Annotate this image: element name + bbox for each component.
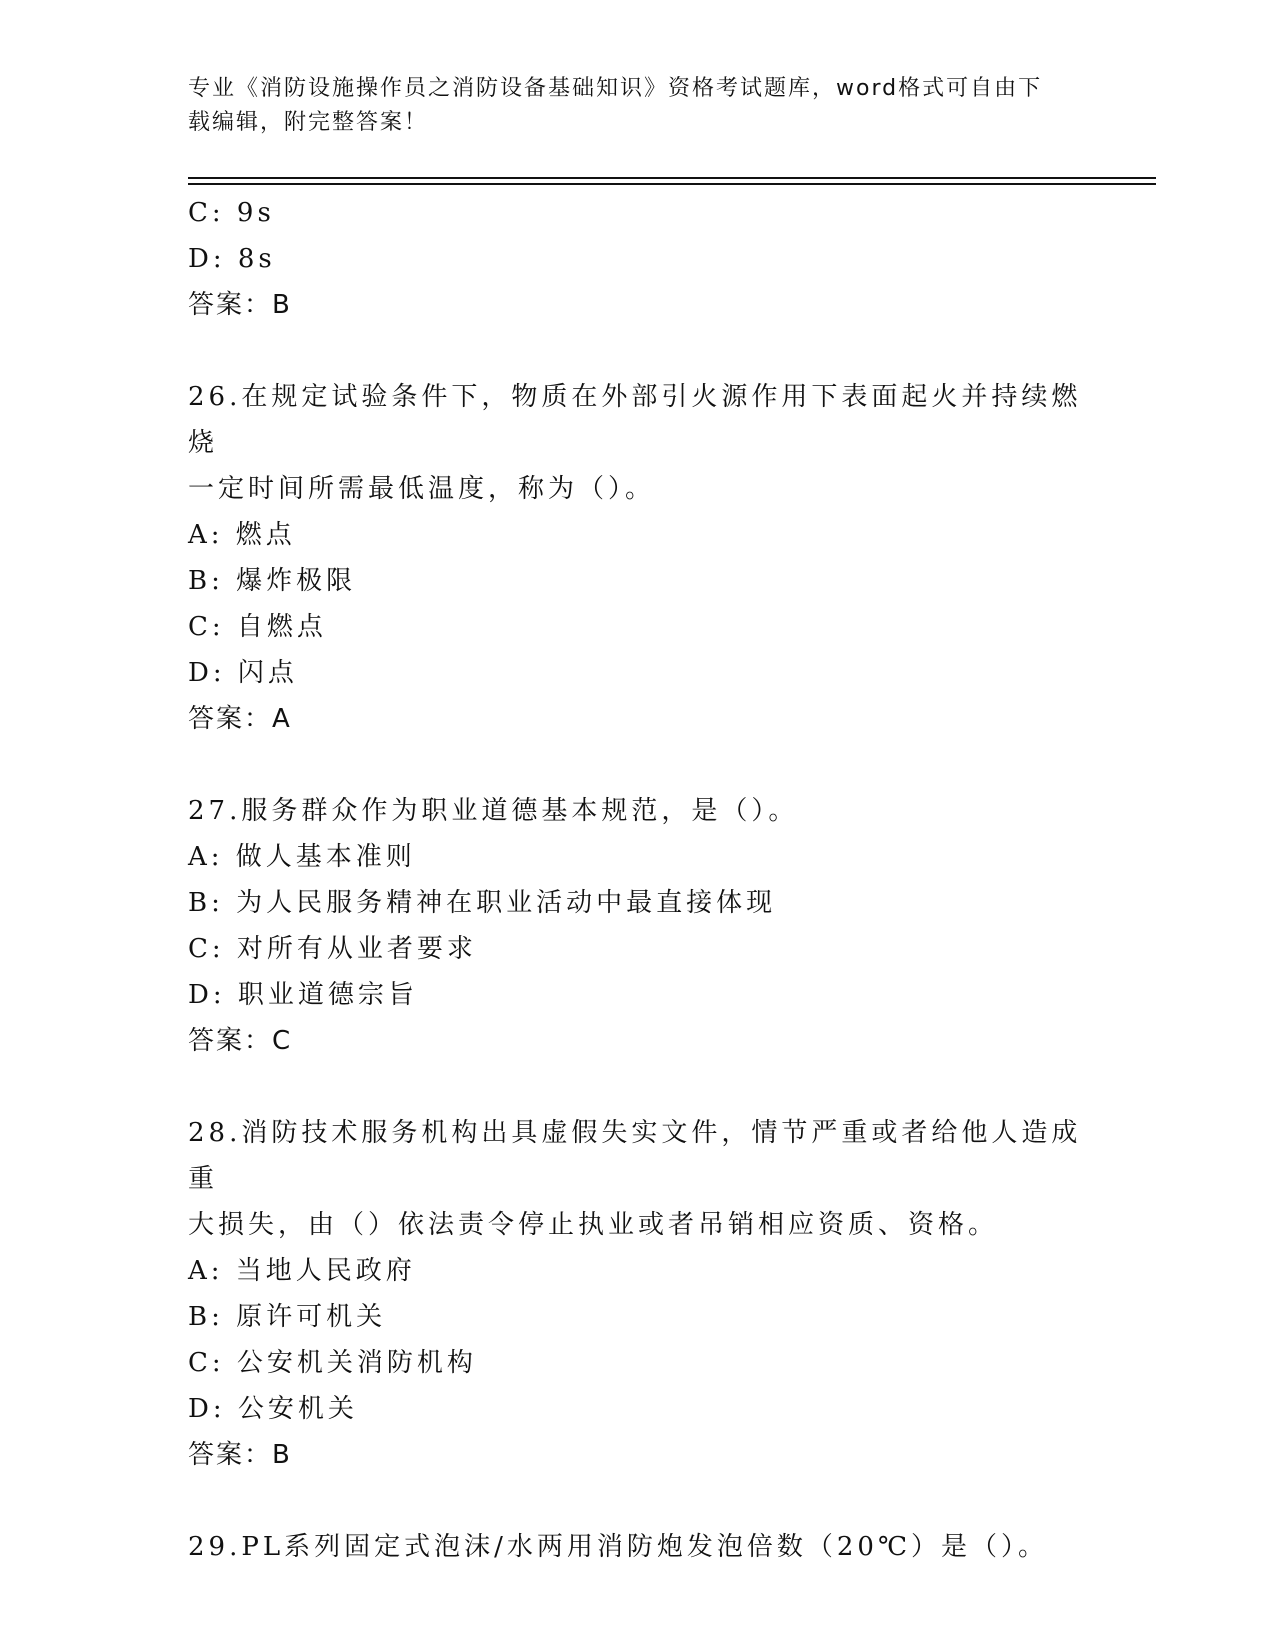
question-text-line: 29.PL系列固定式泡沫/水两用消防炮发泡倍数（20℃）是（）。	[188, 1532, 1049, 1562]
question-text-line: 27.服务群众作为职业道德基本规范，是（）。	[188, 796, 799, 826]
option-a: A: 燃点	[188, 520, 296, 550]
option-c: C: 9s	[188, 198, 275, 228]
option-d: D: 职业道德宗旨	[188, 980, 418, 1010]
header-line-2: 载编辑，附完整答案！	[188, 110, 429, 135]
question-text-line: 26.在规定试验条件下，物质在外部引火源作用下表面起火并持续燃烧	[188, 382, 1082, 458]
option-c: C: 自燃点	[188, 612, 327, 642]
answer: 答案：B	[188, 290, 292, 320]
question-text-line: 28.消防技术服务机构出具虚假失实文件，情节严重或者给他人造成重	[188, 1118, 1082, 1194]
answer: 答案：C	[188, 1026, 293, 1056]
document-header	[188, 72, 1068, 140]
question-text-line: 大损失，由（）依法责令停止执业或者吊销相应资质、资格。	[188, 1210, 999, 1240]
option-b: B: 原许可机关	[188, 1302, 387, 1332]
option-b: B: 爆炸极限	[188, 566, 357, 596]
header-divider-bottom	[188, 183, 1156, 185]
header-divider-top	[188, 177, 1156, 179]
document-body	[188, 190, 1088, 1570]
answer: 答案：B	[188, 1440, 292, 1470]
question-29	[188, 1524, 1088, 1570]
question-text-line: 一定时间所需最低温度，称为（）。	[188, 474, 656, 504]
option-b: B: 为人民服务精神在职业活动中最直接体现	[188, 888, 777, 918]
option-c: C: 对所有从业者要求	[188, 934, 477, 964]
option-a: A: 当地人民政府	[188, 1256, 416, 1286]
question-28	[188, 1110, 1088, 1478]
answer: 答案：A	[188, 704, 292, 734]
header-line-1: 专业《消防设施操作员之消防设备基础知识》资格考试题库，word格式可自由下	[188, 76, 1043, 101]
question-27	[188, 788, 1088, 1064]
question-26	[188, 374, 1088, 742]
option-d: D: 闪点	[188, 658, 298, 688]
option-d: D: 8s	[188, 244, 276, 274]
option-d: D: 公安机关	[188, 1394, 358, 1424]
previous-question-tail	[188, 190, 1088, 328]
option-a: A: 做人基本准则	[188, 842, 416, 872]
option-c: C: 公安机关消防机构	[188, 1348, 477, 1378]
